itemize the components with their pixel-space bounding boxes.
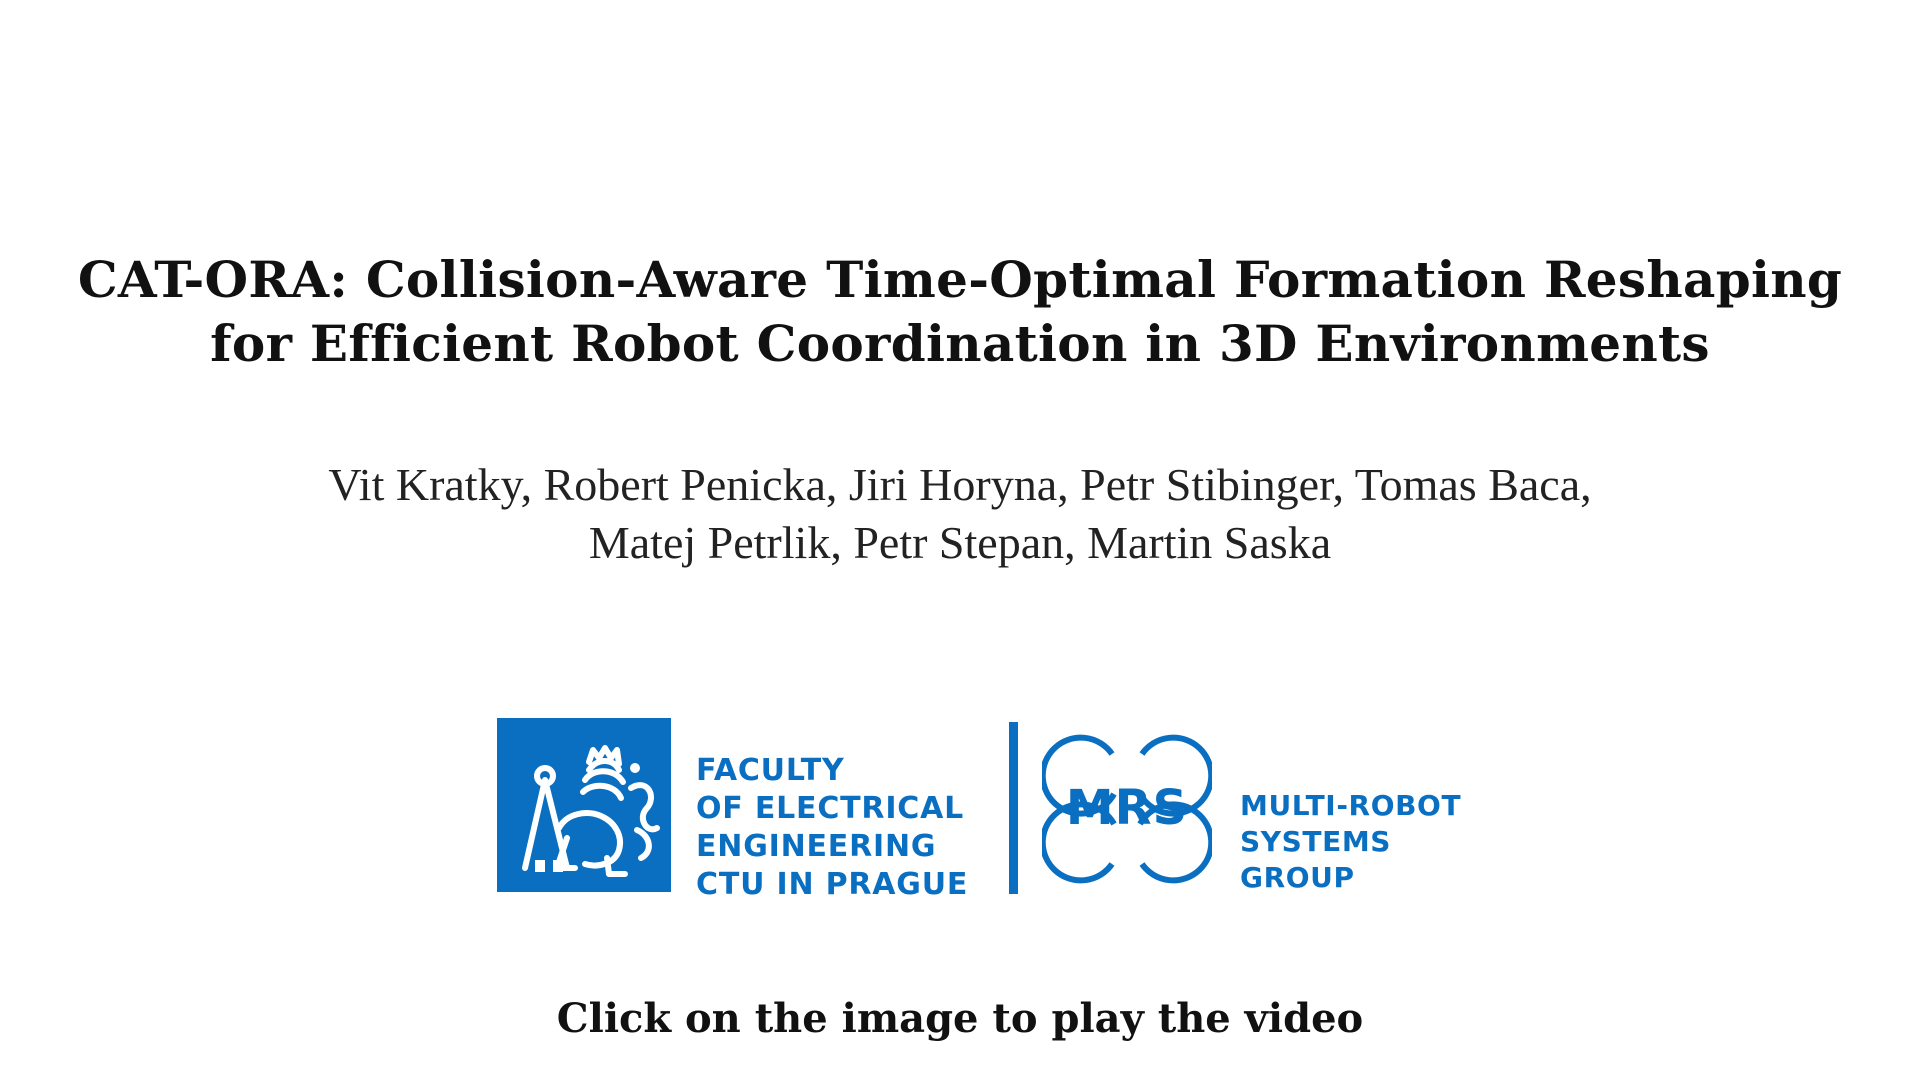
faculty-name-line-3: ENGINEERING (696, 829, 937, 864)
mrs-logo-letters: MRS (1065, 780, 1189, 836)
czech-lion-icon (497, 718, 671, 892)
mrs-group-name-line-3: GROUP (1240, 861, 1355, 894)
faculty-name-line-1: FACULTY (696, 753, 845, 788)
paper-title-line-1: CAT-ORA: Collision-Aware Time-Optimal Formation Reshaping (77, 250, 1843, 309)
paper-title-line-2: for Efficient Robot Coordination in 3D Environments (210, 314, 1710, 373)
author-list-line-2: Matej Petrlik, Petr Stepan, Martin Saska (588, 517, 1332, 568)
faculty-logo-emblem (497, 718, 671, 892)
mrs-group-name-line-2: SYSTEMS (1240, 825, 1392, 858)
paper-title (0, 248, 1920, 376)
faculty-name-line-2: OF ELECTRICAL (696, 791, 965, 826)
mrs-group-name-line-1: MULTI-ROBOT (1240, 789, 1462, 822)
faculty-name (696, 752, 968, 904)
author-list (0, 456, 1920, 572)
faculty-name-line-4: CTU IN PRAGUE (696, 867, 969, 902)
author-list-line-1: Vit Kratky, Robert Penicka, Jiri Horyna, Petr Stibinger, Tomas Baca, (328, 459, 1592, 510)
mrs-group-name (1240, 788, 1461, 896)
play-video-caption: Click on the image to play the video (556, 995, 1364, 1042)
logo-divider (1009, 722, 1018, 894)
logo-banner (497, 718, 1497, 900)
